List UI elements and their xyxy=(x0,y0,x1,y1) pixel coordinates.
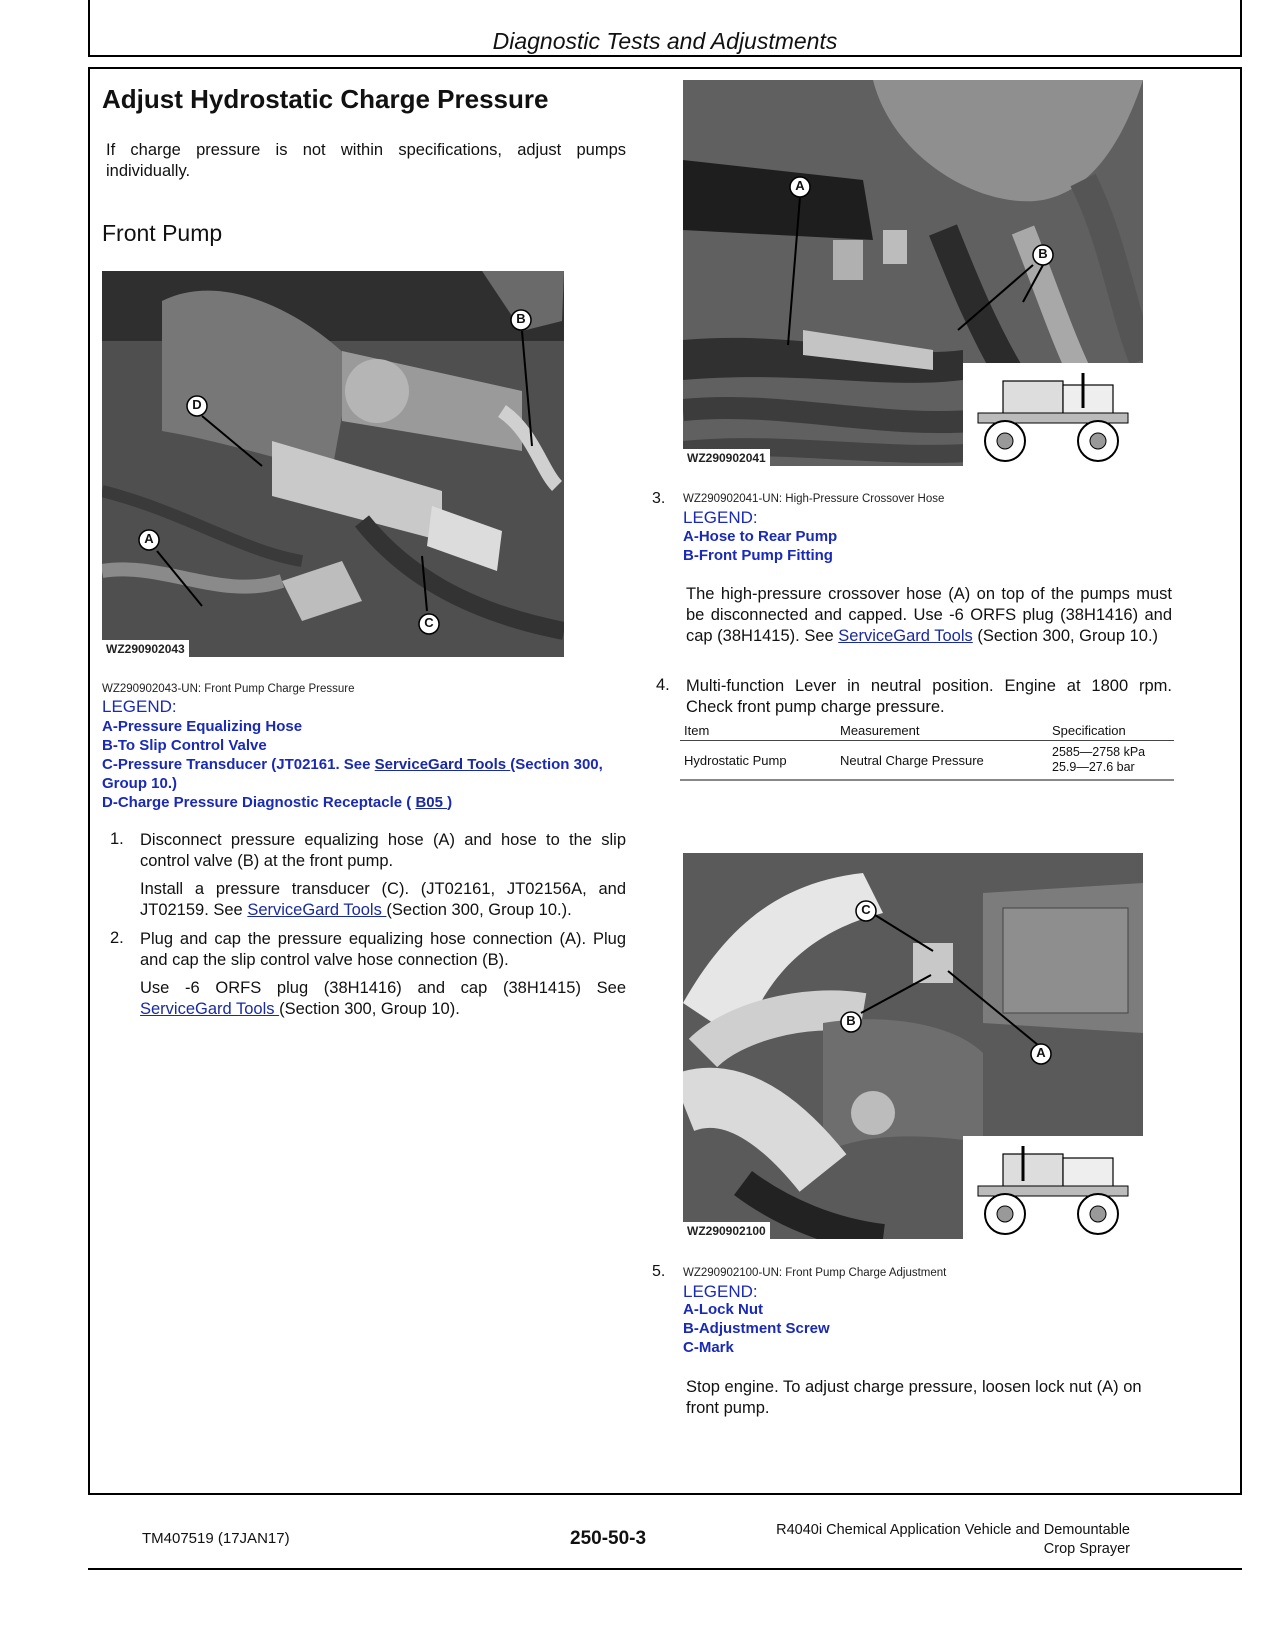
table-header: Measurement xyxy=(836,723,1048,741)
step-number: 5. xyxy=(652,1263,666,1280)
page-title: Adjust Hydrostatic Charge Pressure xyxy=(102,84,549,114)
front-pump-photo xyxy=(102,271,564,657)
servicegard-tools-link[interactable]: ServiceGard Tools xyxy=(374,756,511,773)
figure1-caption: WZ290902043-UN: Front Pump Charge Pressure xyxy=(102,683,355,695)
step-3-text: The high-pressure crossover hose (A) on top of the pumps must be disconnected and capped. Use -6 ORFS plug (38H1416) and cap (38H1415). See ServiceGard Tools (Section 300, Group 10.) xyxy=(686,585,1172,645)
page-number: 250-50-3 xyxy=(570,1528,647,1549)
vehicle-locator-inset xyxy=(963,363,1143,466)
callout-d: D xyxy=(186,395,208,417)
step-1-text: Disconnect pressure equalizing hose (A) and hose to the slip control valve (B) at the front pump. xyxy=(140,831,626,870)
callout-b: B xyxy=(1032,244,1054,266)
spec-table xyxy=(680,723,1174,781)
legend-item: B-Front Pump Fitting xyxy=(683,547,833,564)
figure1-legend xyxy=(102,717,632,812)
servicegard-tools-link[interactable]: ServiceGard Tools xyxy=(838,627,973,645)
legend-item: A-Lock Nut xyxy=(683,1301,763,1318)
photo-id-label: WZ290902100 xyxy=(683,1222,770,1239)
vehicle-locator-inset xyxy=(963,1136,1143,1239)
table-cell: Hydrostatic Pump xyxy=(680,741,836,781)
section-title: Diagnostic Tests and Adjustments xyxy=(492,28,838,54)
figure1-legend-title: LEGEND: xyxy=(102,697,177,716)
figure3-legend xyxy=(683,1300,1163,1357)
callout-a: A xyxy=(789,176,811,198)
legend-item: B-Adjustment Screw xyxy=(683,1320,830,1337)
servicegard-tools-link[interactable]: ServiceGard Tools xyxy=(140,1000,280,1018)
figure3-legend-title: LEGEND: xyxy=(683,1282,758,1301)
step-number: 1. xyxy=(110,830,124,848)
servicegard-tools-link[interactable]: ServiceGard Tools xyxy=(247,901,387,919)
callout-b: B xyxy=(510,309,532,331)
callout-a: A xyxy=(138,529,160,551)
figure3-caption: WZ290902100-UN: Front Pump Charge Adjustment xyxy=(683,1267,947,1279)
step-number: 4. xyxy=(656,676,670,694)
photo-id-label: WZ290902041 xyxy=(683,449,770,466)
legend-item: D-Charge Pressure Diagnostic Receptacle ( B05 ) xyxy=(102,794,453,811)
legend-item: C-Mark xyxy=(683,1339,734,1356)
table-cell: Neutral Charge Pressure xyxy=(836,741,1048,781)
callout-c: C xyxy=(855,900,877,922)
table-header: Item xyxy=(680,723,836,741)
intro-paragraph: If charge pressure is not within specifications, adjust pumps individually. xyxy=(106,141,626,180)
table-header: Specification xyxy=(1048,723,1174,741)
step-2-use-text: Use -6 ORFS plug (38H1416) and cap (38H1415) See ServiceGard Tools (Section 300, Group 10). xyxy=(140,979,626,1018)
step-5-text: Stop engine. To adjust charge pressure, loosen lock nut (A) on front pump. xyxy=(686,1378,1142,1417)
legend-item: B-To Slip Control Valve xyxy=(102,737,267,754)
table-cell: 2585—2758 kPa 25.9—27.6 bar xyxy=(1048,741,1174,781)
figure2-legend xyxy=(683,527,1163,565)
legend-item: A-Pressure Equalizing Hose xyxy=(102,718,303,735)
product-name: R4040i Chemical Application Vehicle and Demountable Crop Sprayer xyxy=(776,1522,1130,1557)
legend-item: A-Hose to Rear Pump xyxy=(683,528,838,545)
callout-c: C xyxy=(418,613,440,635)
doc-id: TM407519 (17JAN17) xyxy=(142,1530,290,1547)
b05-link[interactable]: B05 xyxy=(415,794,448,811)
callout-a: A xyxy=(1030,1043,1052,1065)
photo-id-label: WZ290902043 xyxy=(102,640,189,657)
step-2-text: Plug and cap the pressure equalizing hose connection (A). Plug and cap the slip control valve hose connection (B). xyxy=(140,930,626,969)
front-pump-heading: Front Pump xyxy=(102,220,223,246)
callout-b: B xyxy=(840,1011,862,1033)
figure2-caption: WZ290902041-UN: High-Pressure Crossover Hose xyxy=(683,493,945,505)
step-1-install-text: Install a pressure transducer (C). (JT02161, JT02156A, and JT02159. See ServiceGard Tools (Section 300, Group 10.). xyxy=(140,880,626,919)
step-4-text: Multi-function Lever in neutral position. Engine at 1800 rpm. Check front pump charge pressure. xyxy=(686,677,1172,716)
crossover-hose-photo xyxy=(683,80,1143,466)
charge-adjustment-photo xyxy=(683,853,1143,1239)
legend-item: C-Pressure Transducer (JT02161. See ServiceGard Tools (Section 300, Group 10.) xyxy=(102,756,603,792)
step-number: 3. xyxy=(652,490,666,507)
footer-rule xyxy=(88,1568,1242,1570)
table-row xyxy=(680,741,1174,781)
step-number: 2. xyxy=(110,929,124,947)
figure2-legend-title: LEGEND: xyxy=(683,508,758,527)
